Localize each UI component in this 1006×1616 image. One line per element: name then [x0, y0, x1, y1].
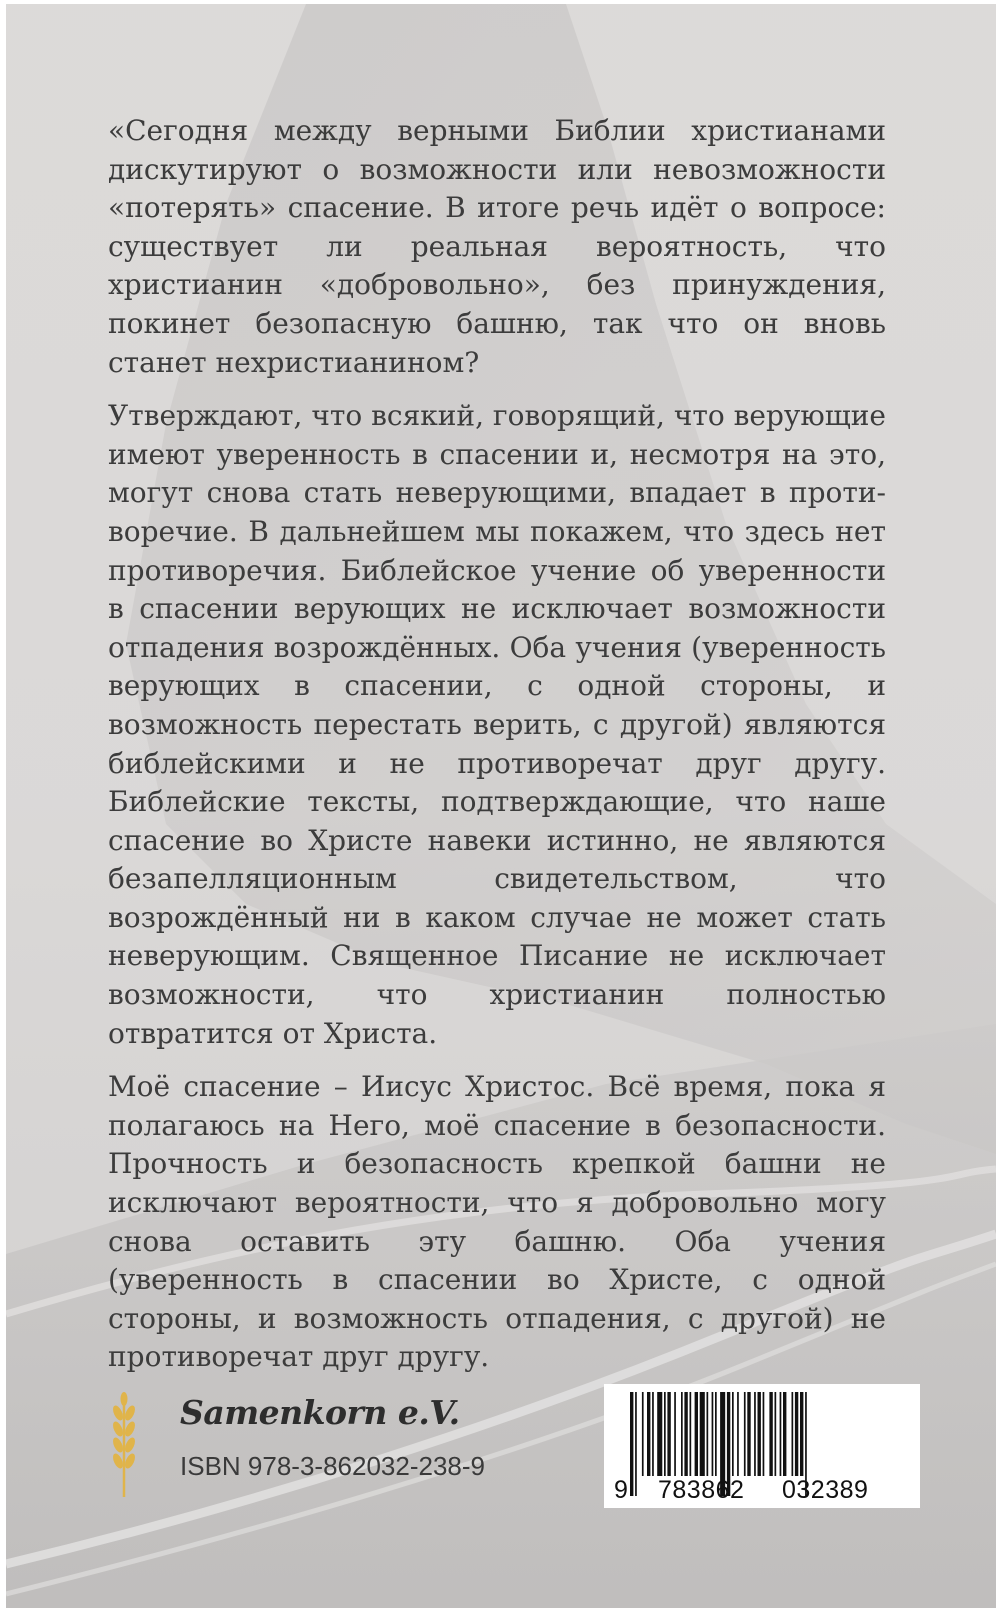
barcode-bar [737, 1392, 739, 1476]
barcode-bar [642, 1392, 644, 1476]
barcode-bar [652, 1392, 654, 1476]
blurb-paragraph-3: Моё спасение – Иисус Христос. Всё время, пока я полагаюсь на Него, моё спасение в безопасности. Прочность и безопасность крепкой башни не исключают вероятности, что я добровольно могу снова оставить эту башню. Оба учения (уверенность в спасении во Христе, с одной стороны, и возможность отпадения, с другой) не противоречат друг другу. [108, 1070, 886, 1374]
barcode-bar [647, 1392, 650, 1476]
publisher-block [106, 1389, 556, 1499]
isbn-number: ISBN 978-3-862032-238-9 [180, 1451, 485, 1481]
barcode-left-group: 783862 [658, 1476, 745, 1504]
barcode-bar [800, 1392, 803, 1476]
barcode-bar [732, 1392, 734, 1476]
barcode-bar [769, 1392, 772, 1476]
blurb-paragraph-2: Утверждают, что всякий, говорящий, что верующие имеют уверенность в спасении и, несмотря на это, могут снова стать неверующими, впадает в противоречие. В дальнейшем мы покажем, что здесь нет противоречия. Библейское учение об уверенности в спасении верующих не исключает возможности отпадения возрождённых. Оба учения (уверенность верующих в спасении, с одной стороны, и возможность перестать верить, с другой) являются библейскими и не противоречат друг другу. Библейские тексты, подтверждающие, что наше спасение во Христе навеки истинно, не являются безапелляционным свидетельством, что возрождённый ни в каком случае не может стать неверующим. Священное Писание не исключает возможности, что христианин полностью отвратится от Христа. [108, 399, 886, 1050]
barcode-first-digit: 9 [614, 1476, 628, 1504]
blurb-paragraph-1: «Сегодня между верными Библии христианами дискутируют о возможности или невозможности «потерять» спасение. В итоге речь идёт о вопросе: существует ли реальная вероятность, что христианин «добровольно», без принуждения, покинет безопасную башню, так что он вновь станет нехристианином? [108, 114, 886, 379]
isbn-barcode [604, 1384, 920, 1508]
barcode-bar [684, 1392, 687, 1476]
back-cover-blurb [108, 112, 886, 1392]
barcode-bar [792, 1392, 794, 1476]
book-back-cover [6, 4, 996, 1608]
barcode-bar [780, 1392, 782, 1476]
barcode-bar [744, 1392, 746, 1476]
barcode-bar [758, 1392, 761, 1476]
barcode-bar [700, 1392, 705, 1476]
barcode-bar [712, 1392, 714, 1476]
wheat-icon [106, 1389, 142, 1499]
publisher-name: Samenkorn e.V. [180, 1393, 460, 1432]
barcode-bar [783, 1392, 786, 1476]
barcode-right-group: 032389 [782, 1476, 869, 1504]
barcode-bar [667, 1392, 670, 1476]
barcode-digits [604, 1476, 920, 1506]
barcode-bar [674, 1392, 676, 1476]
barcode-bar [795, 1392, 798, 1476]
barcode-bar [763, 1392, 765, 1476]
barcode-bar [754, 1392, 756, 1476]
barcode-bar [681, 1392, 683, 1476]
barcode-bar [747, 1392, 750, 1476]
barcode-bar [657, 1392, 662, 1476]
barcode-bar [707, 1392, 709, 1476]
barcode-bar [695, 1392, 698, 1476]
barcode-bar [664, 1392, 666, 1476]
barcode-bar [775, 1392, 777, 1476]
barcode-bar [690, 1392, 692, 1476]
barcode-bar [715, 1392, 717, 1476]
